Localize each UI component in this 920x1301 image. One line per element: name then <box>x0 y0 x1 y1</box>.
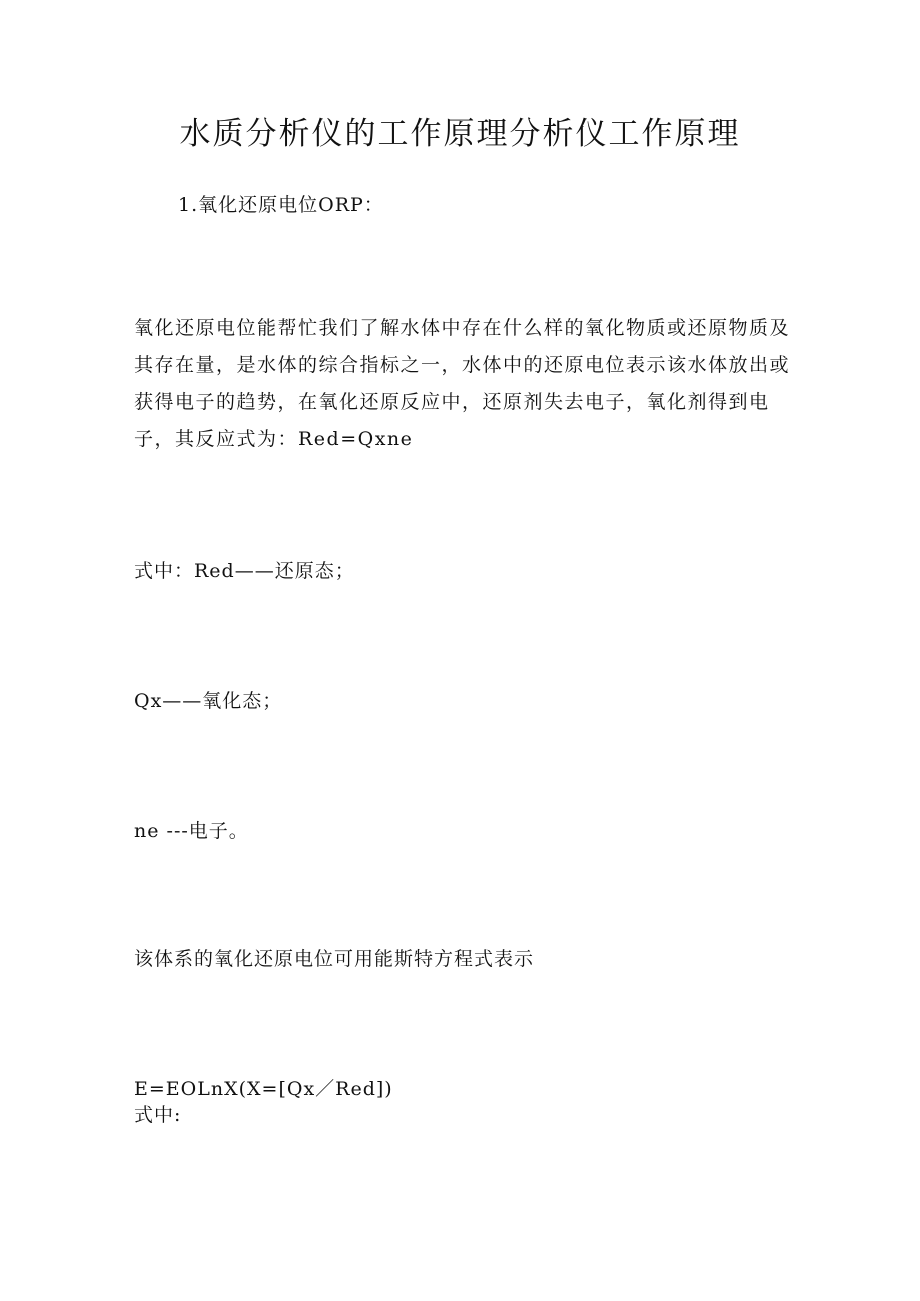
where-label: 式中: <box>134 1104 182 1126</box>
nernst-equation: E=EOLnX(X=[Qx／Red]) <box>134 1078 393 1100</box>
document-title: 水质分析仪的工作原理分析仪工作原理 <box>179 116 741 152</box>
definition-ne: ne ---电子。 <box>134 820 249 842</box>
section-heading: 1.氧化还原电位ORP： <box>178 194 384 216</box>
definition-qx: Qx——氧化态； <box>134 690 283 712</box>
paragraph-orp-description: 氧化还原电位能帮忙我们了解水体中存在什么样的氧化物质或还原物质及其存在量，是水体的综合指标之一，水体中的还原电位表示该水体放出或获得电子的趋势，在氧化还原反应中，还原剂失去电子，氧化剂得到电子，其反应式为：Red=Qxne <box>134 317 791 450</box>
nernst-intro: 该体系的氧化还原电位可用能斯特方程式表示 <box>134 948 535 970</box>
definition-red: 式中：Red——还原态； <box>134 560 355 582</box>
